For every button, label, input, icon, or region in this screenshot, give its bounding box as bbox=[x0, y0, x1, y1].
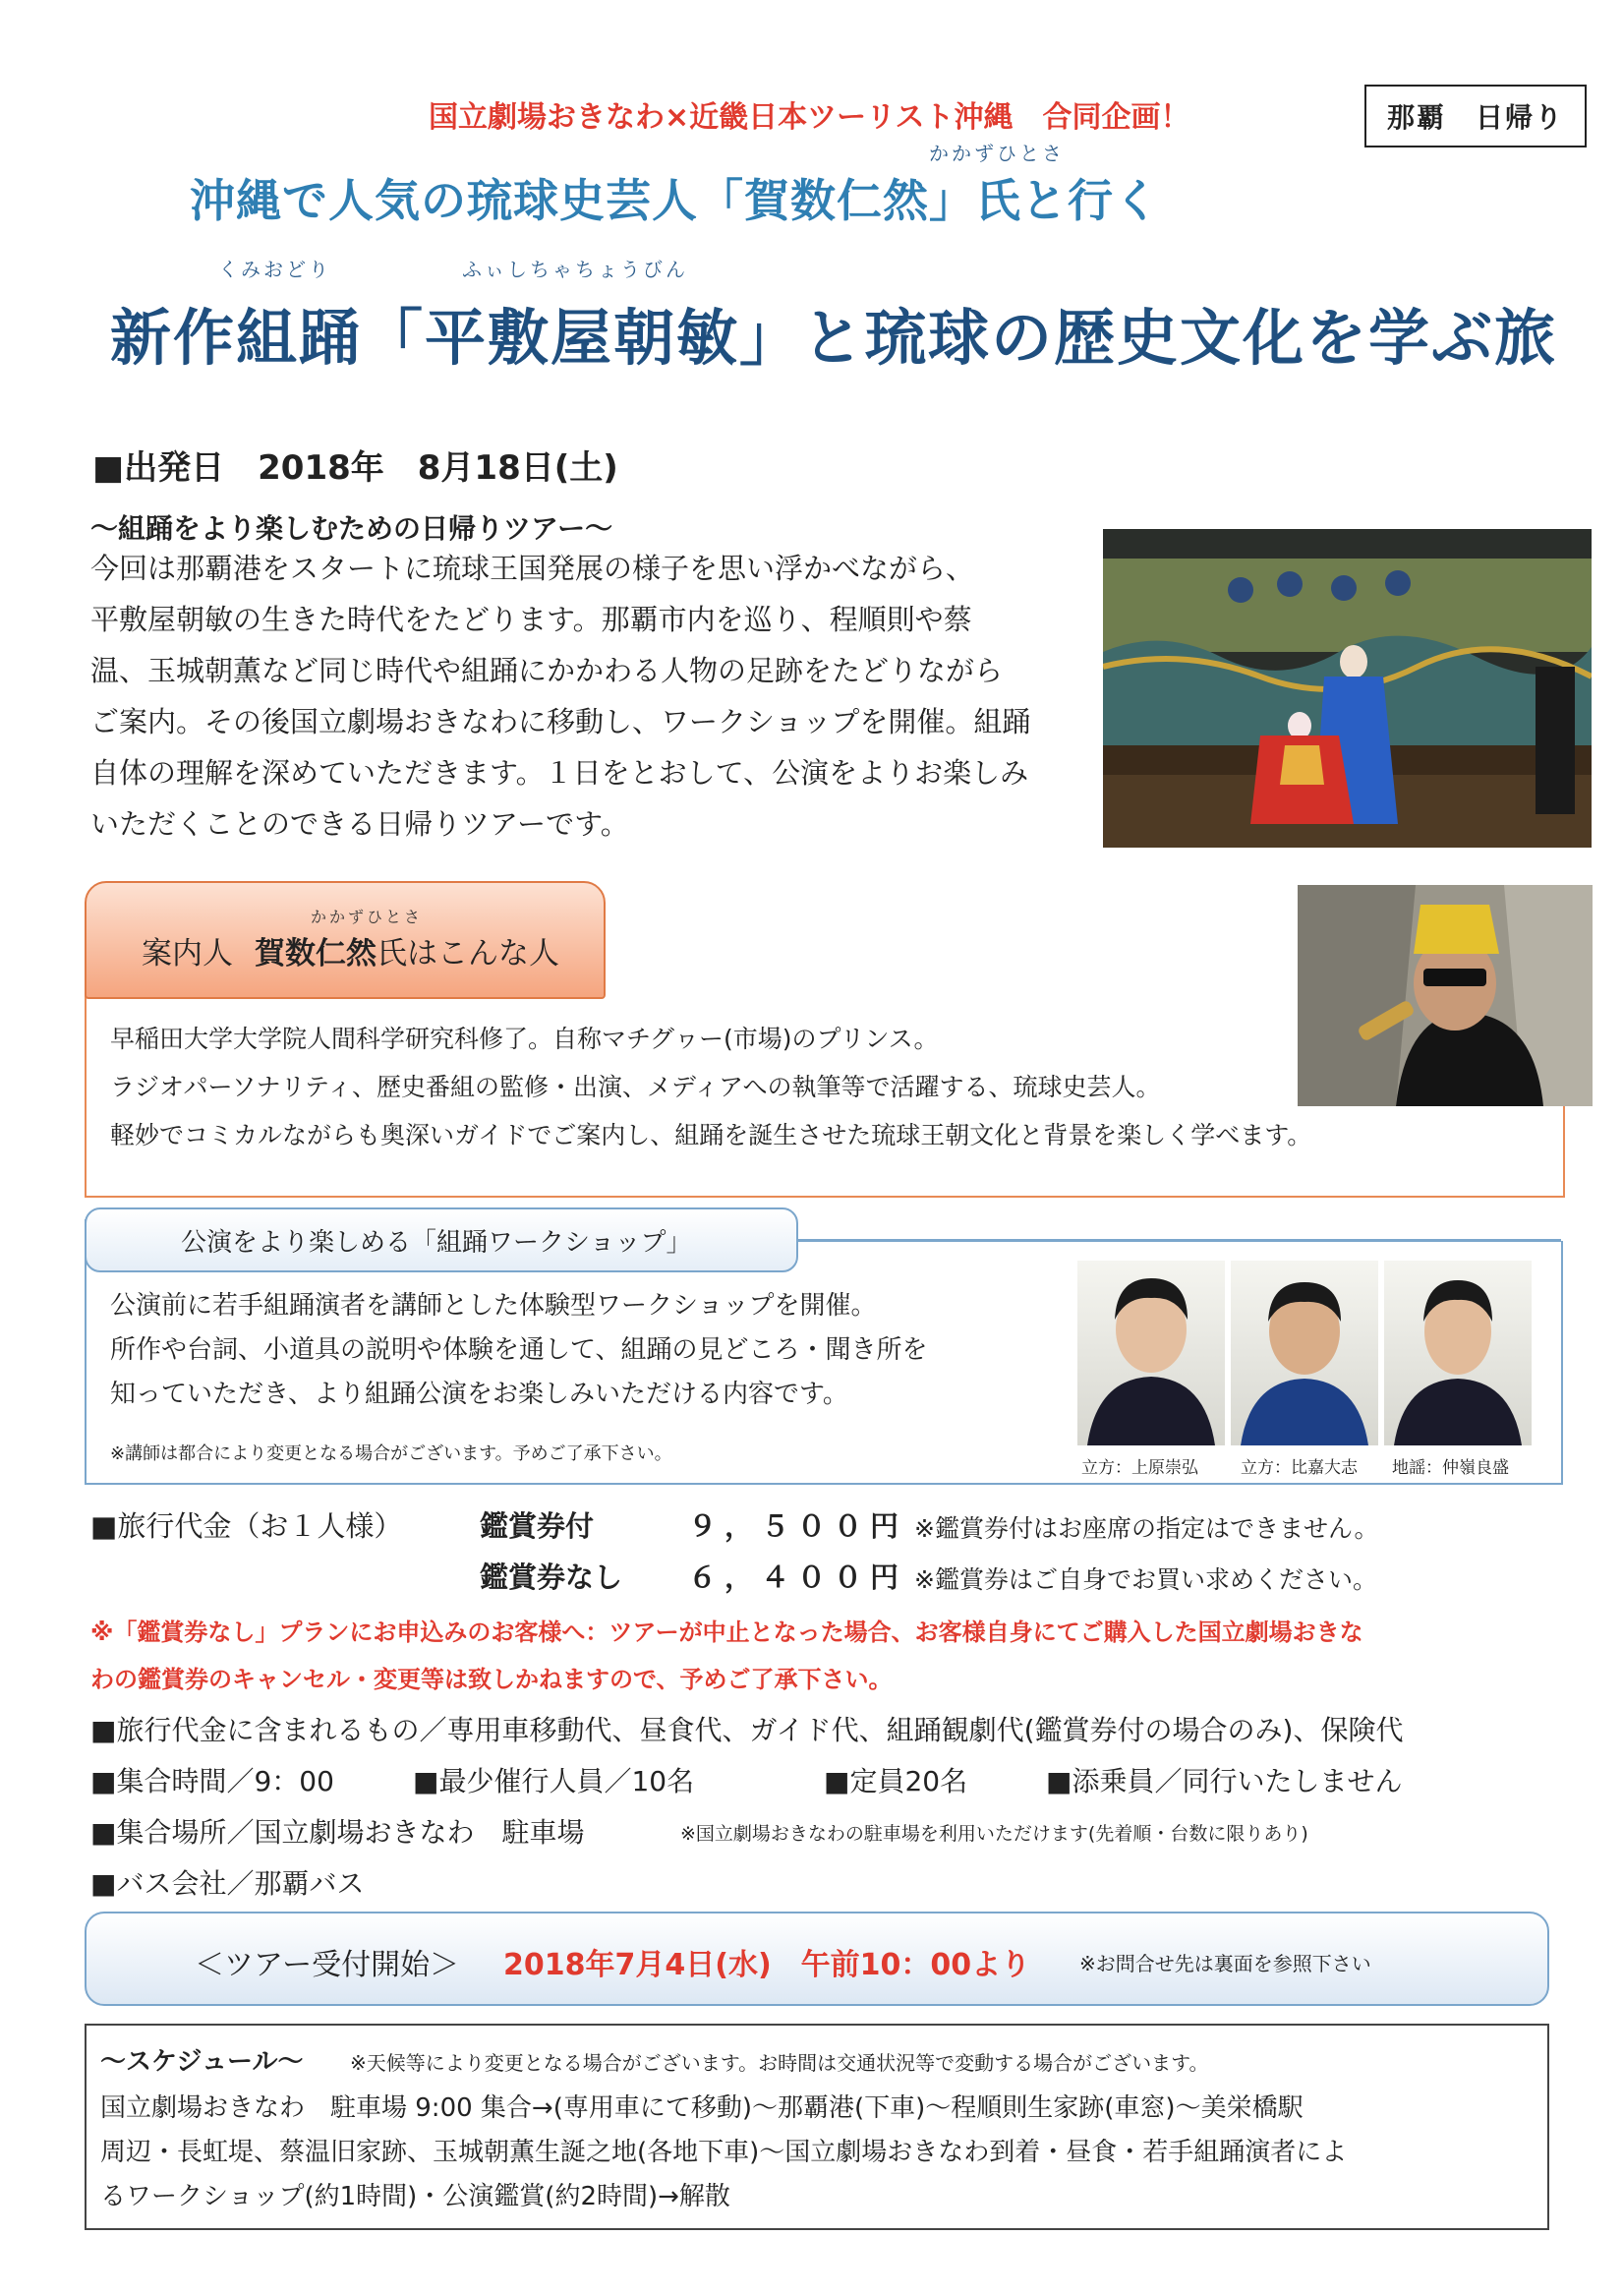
schedule-line: 国立劇場おきなわ 駐車場 9:00 集合→(専用車にて移動)～那覇港(下車)～程順則生家跡(車窓)～美栄橋駅 bbox=[100, 2093, 1304, 2123]
min-people: ■最少催行人員／10名 bbox=[413, 1765, 695, 1797]
price-plan-note: ※鑑賞券はご自身でお買い求めください。 bbox=[914, 1565, 1377, 1594]
intro-line: いただくことのできる日帰りツアーです。 bbox=[90, 807, 629, 841]
guide-line: 軽妙でコミカルながらも奥深いガイドでご案内し、組踊を誕生させた琉球王朝文化と背景を楽しく学べます。 bbox=[110, 1121, 1312, 1149]
schedule-title: ～スケジュール～ bbox=[100, 2047, 304, 2077]
title-line1: 沖縄で人気の琉球史芸人「賀数仁然」氏と行く bbox=[190, 174, 1160, 227]
instructor-photo bbox=[1384, 1261, 1532, 1445]
instructor-photo-art bbox=[1384, 1261, 1532, 1445]
intro-subtitle: ～組踊をより楽しむための日帰りツアー～ bbox=[90, 512, 613, 545]
intro-line: 自体の理解を深めていただきます。１日をとおして、公演をよりお楽しみ bbox=[90, 756, 1029, 790]
workshop-header bbox=[85, 1207, 798, 1272]
intro-text bbox=[90, 543, 1093, 850]
capacity: ■定員20名 bbox=[824, 1765, 968, 1797]
guide-label-prefix: 案内人 bbox=[142, 936, 233, 971]
guide-header bbox=[85, 881, 606, 999]
workshop-title: 公演をより楽しめる「組踊ワークショップ」 bbox=[181, 1227, 692, 1258]
cosponsor-line: 国立劇場おきなわ×近畿日本ツーリスト沖縄 合同企画！ bbox=[429, 100, 1190, 135]
ruby-hishiya: ふぃしちゃちょうびん bbox=[462, 258, 688, 281]
guide-photo-art bbox=[1298, 885, 1593, 1106]
instructor-caption: 立方：比嘉大志 bbox=[1241, 1458, 1358, 1478]
schedule-line: るワークショップ(約1時間)・公演鑑賞(約2時間)→解散 bbox=[100, 2182, 730, 2211]
price-warning bbox=[90, 1609, 1363, 1703]
escort: ■添乗員／同行いたしません bbox=[1046, 1765, 1403, 1797]
price-plan-amount: ６，４００円 bbox=[688, 1560, 907, 1594]
instructor-photo-art bbox=[1077, 1261, 1225, 1445]
workshop-line: 所作や台詞、小道具の説明や体験を通して、組踊の見どころ・聞き所を bbox=[110, 1335, 928, 1365]
guide-line: ラジオパーソナリティ、歴史番組の監修・出演、メディアへの執筆等で活躍する、琉球史芸人。 bbox=[110, 1073, 1161, 1101]
includes-line: ■旅行代金に含まれるもの／専用車移動代、昼食代、ガイド代、組踊観劇代(鑑賞券付の場合のみ)、保険代 bbox=[90, 1714, 1404, 1746]
guide-label bbox=[142, 928, 559, 972]
workshop-text bbox=[110, 1284, 927, 1417]
title-line2: 新作組踊「平敷屋朝敏」と琉球の歴史文化を学ぶ旅 bbox=[110, 302, 1558, 374]
guide-ruby: かかずひとさ bbox=[311, 908, 424, 926]
booking-label: ＜ツアー受付開始＞ bbox=[195, 1948, 460, 1982]
price-plan-note: ※鑑賞券付はお座席の指定はできません。 bbox=[914, 1514, 1379, 1543]
departure-date: ■出発日 2018年 8月18日(土) bbox=[92, 448, 618, 488]
intro-line: 今回は那覇港をスタートに琉球王国発展の様子を思い浮かべながら、 bbox=[90, 552, 975, 585]
price-plan-name: 鑑賞券なし bbox=[480, 1560, 623, 1594]
stage-photo bbox=[1103, 529, 1592, 848]
intro-line: 温、玉城朝薫など同じ時代や組踊にかかわる人物の足跡をたどりながら bbox=[90, 654, 1004, 687]
guide-text bbox=[110, 1015, 1311, 1159]
workshop-line: 知っていただき、より組踊公演をお楽しみいただける内容です。 bbox=[110, 1380, 848, 1409]
guide-name: 賀数仁然 bbox=[255, 936, 377, 971]
intro-line: 平敷屋朝敏の生きた時代をたどります。那覇市内を巡り、程順則や蔡 bbox=[90, 603, 972, 636]
instructor-photo bbox=[1231, 1261, 1378, 1445]
ruby-kumiodori: くみおどり bbox=[218, 258, 331, 281]
meet-place: ■集合場所／国立劇場おきなわ 駐車場 bbox=[90, 1816, 585, 1849]
schedule-box bbox=[85, 2024, 1549, 2230]
workshop-line: 公演前に若手組踊演者を講師とした体験型ワークショップを開催。 bbox=[110, 1291, 877, 1321]
guide-line: 早稲田大学大学院人間科学研究科修了。自称マチグヮー(市場)のプリンス。 bbox=[110, 1025, 939, 1053]
bus-company: ■バス会社／那覇バス bbox=[90, 1867, 365, 1900]
booking-note: ※お問合せ先は裏面を参照下さい bbox=[1079, 1952, 1371, 1975]
price-warning-line: ※「鑑賞券なし」プランにお申込みのお客様へ：ツアーが中止となった場合、お客様自身にてご購入した国立劇場おきな bbox=[90, 1619, 1363, 1646]
guide-photo bbox=[1298, 885, 1593, 1106]
price-plan-name: 鑑賞券付 bbox=[480, 1509, 595, 1543]
price-warning-line: わの鑑賞券のキャンセル・変更等は致しかねますので、予めご了承下さい。 bbox=[90, 1666, 893, 1693]
instructor-caption: 地謡：仲嶺良盛 bbox=[1392, 1458, 1509, 1478]
intro-line: ご案内。その後国立劇場おきなわに移動し、ワークショップを開催。組踊 bbox=[90, 705, 1031, 738]
schedule-note: ※天候等により変更となる場合がございます。お時間は交通状況等で変動する場合がございます。 bbox=[350, 2051, 1209, 2075]
guide-label-suffix: 氏はこんな人 bbox=[377, 936, 559, 971]
instructor-photo-art bbox=[1231, 1261, 1378, 1445]
stage-photo-art bbox=[1103, 529, 1592, 848]
price-label: ■旅行代金（お１人様） bbox=[90, 1509, 403, 1543]
instructor-photo bbox=[1077, 1261, 1225, 1445]
schedule-line: 周辺・長虹堤、蔡温旧家跡、玉城朝薫生誕之地(各地下車)～国立劇場おきなわ到着・昼食・若手組踊演者によ bbox=[100, 2138, 1348, 2167]
price-plan-amount: ９，５００円 bbox=[688, 1509, 907, 1543]
schedule-text bbox=[100, 2087, 1347, 2219]
booking-date: 2018年7月4日(水) 午前10：00より bbox=[503, 1948, 1031, 1982]
trip-type-tag: 那覇 日帰り bbox=[1364, 85, 1587, 147]
meet-time: ■集合時間／9：00 bbox=[90, 1765, 334, 1797]
ruby-kazu: かかずひとさ bbox=[929, 142, 1065, 165]
instructor-caption: 立方：上原崇弘 bbox=[1081, 1458, 1198, 1478]
workshop-note: ※講師は都合により変更となる場合がございます。予めご了承下さい。 bbox=[110, 1443, 672, 1464]
booking-banner bbox=[85, 1912, 1549, 2006]
meet-place-note: ※国立劇場おきなわの駐車場を利用いただけます(先着順・台数に限りあり) bbox=[680, 1823, 1308, 1845]
